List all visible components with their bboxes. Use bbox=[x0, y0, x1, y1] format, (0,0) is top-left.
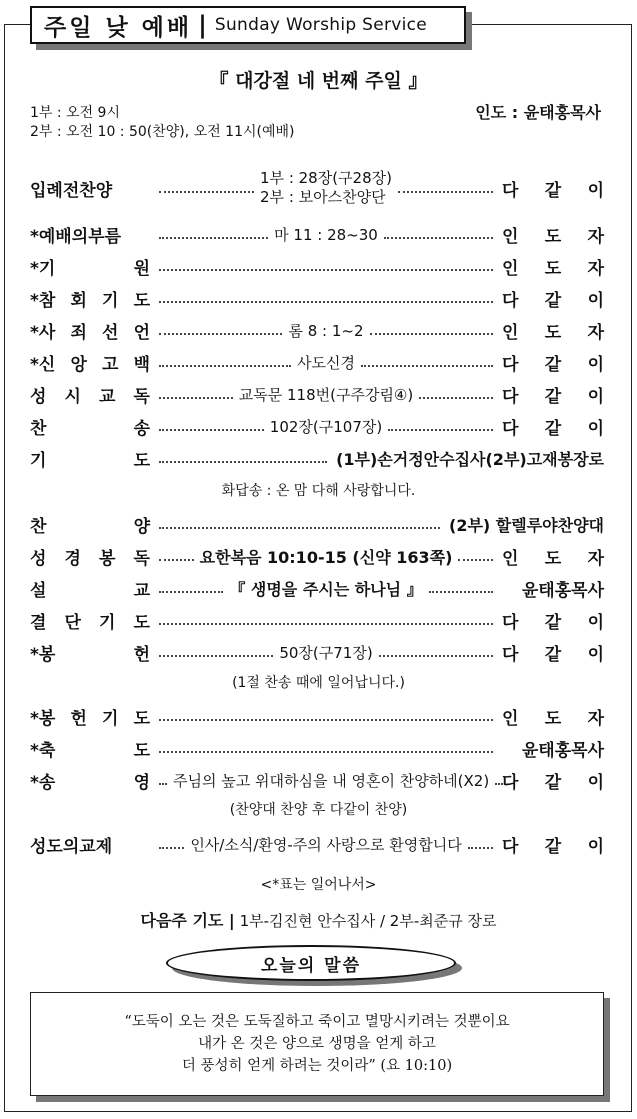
dotted-leader bbox=[398, 191, 493, 193]
order-item-person: 다 같 이 bbox=[502, 180, 604, 201]
order-item-content-line: 요한복음 10:10-15 (신약 163쪽) bbox=[199, 547, 453, 567]
order-item-content-line: 『 생명을 주시는 하나님 』 bbox=[229, 579, 423, 599]
dotted-leader bbox=[159, 191, 254, 193]
order-item-content-line: 50장(구71장) bbox=[279, 643, 373, 662]
order-item bbox=[30, 166, 604, 210]
order-item-name: *송 영 bbox=[30, 772, 150, 793]
header-title-english: Sunday Worship Service bbox=[214, 15, 428, 35]
next-prayer-value: 1부-김진현 안수집사 / 2부-최준규 장로 bbox=[239, 912, 497, 930]
dotted-leader bbox=[159, 751, 493, 753]
next-prayer-label: 다음주 기도 | bbox=[140, 911, 235, 930]
dotted-leader bbox=[159, 333, 282, 335]
order-item-leader-line bbox=[156, 545, 496, 568]
order-item-person: 인 도 자 bbox=[502, 708, 604, 729]
order-item-content bbox=[257, 169, 395, 207]
service-times bbox=[30, 104, 294, 142]
dotted-leader bbox=[468, 847, 493, 849]
verse-line: 더 풍성히 얻게 하려는 것이라” (요 10:10) bbox=[181, 1058, 453, 1074]
order-item bbox=[30, 702, 604, 730]
order-item-content bbox=[276, 642, 375, 663]
verse-line: 내가 온 것은 양으로 생명을 얻게 하고 bbox=[198, 1036, 436, 1052]
order-item-person: 다 같 이 bbox=[502, 612, 604, 633]
header-title-box bbox=[30, 6, 466, 44]
dotted-leader bbox=[159, 719, 493, 721]
order-item-name: 입례전찬양 bbox=[30, 180, 113, 201]
offering-note: (1절 찬송 때에 일어납니다.) bbox=[232, 675, 405, 691]
standing-note: <*표는 일어나서> bbox=[260, 877, 377, 893]
next-week-prayer bbox=[0, 908, 637, 931]
dotted-leader bbox=[159, 783, 167, 785]
order-item-name: 찬 양 bbox=[30, 516, 150, 537]
dotted-leader bbox=[419, 397, 493, 399]
worship-leader: 인도 : 윤태홍목사 bbox=[475, 103, 601, 122]
order-item-content-line: 주님의 높고 위대하심을 내 영혼이 찬양하네(X2) bbox=[173, 771, 490, 790]
header-title-korean: 주일 낮 예배 bbox=[44, 14, 193, 41]
order-item bbox=[30, 734, 604, 762]
dotted-leader bbox=[159, 591, 223, 593]
order-item bbox=[30, 606, 604, 634]
order-item-content bbox=[285, 320, 366, 341]
dotted-leader bbox=[159, 461, 327, 463]
order-item-content-line: 롬 8 : 1~2 bbox=[288, 321, 364, 340]
dotted-leader bbox=[159, 269, 493, 271]
dotted-leader bbox=[159, 655, 273, 657]
order-item bbox=[30, 830, 604, 858]
order-item bbox=[30, 510, 604, 538]
order-item-content-line: 사도신경 bbox=[297, 353, 355, 372]
order-item bbox=[30, 542, 604, 570]
dotted-leader bbox=[159, 365, 291, 367]
header-separator: | bbox=[198, 11, 207, 39]
order-item bbox=[30, 412, 604, 440]
dotted-leader bbox=[495, 783, 503, 785]
dotted-leader bbox=[429, 591, 493, 593]
todays-word-verse bbox=[30, 992, 604, 1096]
order-item-person: (1부)손거정안수집사(2부)고재봉장로 bbox=[336, 449, 604, 469]
order-item-leader-line bbox=[156, 715, 496, 717]
todays-word-title: 오늘의 말씀 bbox=[166, 945, 456, 981]
order-item-leader-line bbox=[156, 747, 496, 749]
order-item-leader-line bbox=[156, 416, 496, 437]
dotted-leader bbox=[159, 623, 493, 625]
order-item-content bbox=[197, 545, 456, 568]
order-item-name: *축 도 bbox=[30, 740, 150, 761]
order-item-leader-line bbox=[156, 265, 496, 267]
dotted-leader bbox=[361, 365, 493, 367]
order-item-name: 기 도 bbox=[30, 450, 150, 471]
order-item bbox=[30, 348, 604, 376]
sermon-heading: 『 대강절 네 번째 주일 』 bbox=[209, 70, 428, 92]
order-item-person: 다 같 이 bbox=[502, 418, 604, 439]
dotted-leader bbox=[159, 237, 268, 239]
order-item bbox=[30, 766, 604, 794]
dotted-leader bbox=[159, 527, 440, 529]
order-item-content bbox=[170, 770, 492, 791]
order-item-name: 성도의교제 bbox=[30, 836, 113, 857]
order-item bbox=[30, 444, 604, 472]
order-item bbox=[30, 574, 604, 602]
order-item-name: *봉 헌 기 도 bbox=[30, 708, 150, 729]
order-item-person: 인 도 자 bbox=[502, 322, 604, 343]
order-item-content-line: 2부 : 보아스찬양단 bbox=[260, 188, 386, 206]
order-item-leader-line bbox=[156, 642, 496, 663]
order-item-content bbox=[271, 224, 381, 245]
order-item-name: *사 죄 선 언 bbox=[30, 322, 150, 343]
order-item-name: 성 경 봉 독 bbox=[30, 548, 150, 569]
dotted-leader bbox=[384, 237, 493, 239]
order-item bbox=[30, 252, 604, 280]
order-item-person: 다 같 이 bbox=[502, 644, 604, 665]
order-item bbox=[30, 380, 604, 408]
order-item-leader-line bbox=[156, 320, 496, 341]
order-item-name: *참 회 기 도 bbox=[30, 290, 150, 311]
response-song-note: 화답송 : 온 맘 다해 사랑합니다. bbox=[221, 483, 416, 499]
order-item-name: *신 앙 고 백 bbox=[30, 354, 150, 375]
order-item-content-line: 1부 : 28장(구28장) bbox=[260, 169, 392, 187]
order-item-person: 윤태홍목사 bbox=[521, 740, 604, 761]
order-item-leader-line bbox=[156, 577, 496, 600]
order-item-person: 다 같 이 bbox=[502, 354, 604, 375]
order-item-person: 인 도 자 bbox=[502, 258, 604, 279]
dotted-leader bbox=[379, 655, 493, 657]
order-item-name: *기 원 bbox=[30, 258, 150, 279]
dotted-leader bbox=[159, 301, 493, 303]
order-item-person: 다 같 이 bbox=[502, 836, 604, 857]
order-item-leader-line bbox=[156, 619, 496, 621]
order-item-content-line: 인사/소식/환영-주의 사랑으로 환영합니다 bbox=[190, 835, 462, 854]
dotted-leader bbox=[388, 429, 493, 431]
order-item-person: 다 같 이 bbox=[502, 290, 604, 311]
order-item-leader-line bbox=[156, 169, 496, 207]
order-item-name: *예배의부름 bbox=[30, 226, 121, 247]
order-item-leader-line bbox=[156, 352, 496, 373]
order-item-content bbox=[226, 577, 425, 600]
order-item-person: 다 같 이 bbox=[502, 386, 604, 407]
order-item bbox=[30, 316, 604, 344]
order-item-leader-line bbox=[156, 224, 496, 245]
order-item-name: 성 시 교 독 bbox=[30, 386, 150, 407]
order-item bbox=[30, 284, 604, 312]
order-item-leader-line bbox=[156, 384, 496, 405]
order-item-name: 설 교 bbox=[30, 580, 150, 601]
doxology-note: (찬양대 찬양 후 다같이 찬양) bbox=[229, 802, 408, 818]
order-item-leader-line bbox=[156, 770, 496, 791]
order-item-person: (2부) 할렐루야찬양대 bbox=[449, 515, 604, 535]
dotted-leader bbox=[159, 429, 264, 431]
order-item bbox=[30, 220, 604, 248]
order-item-name: 결 단 기 도 bbox=[30, 612, 150, 633]
order-item-name: *봉 헌 bbox=[30, 644, 150, 665]
dotted-leader bbox=[159, 847, 184, 849]
order-item-person: 윤태홍목사 bbox=[521, 580, 604, 601]
order-item-name: 찬 송 bbox=[30, 418, 150, 439]
order-item-person: 인 도 자 bbox=[502, 226, 604, 247]
order-item-leader-line bbox=[156, 297, 496, 299]
dotted-leader bbox=[458, 559, 493, 561]
dotted-leader bbox=[159, 397, 233, 399]
verse-line: “도둑이 오는 것은 도둑질하고 죽이고 멸망시키려는 것뿐이요 bbox=[124, 1014, 510, 1030]
dotted-leader bbox=[370, 333, 493, 335]
order-item-content-line: 교독문 118번(구주강림④) bbox=[238, 385, 414, 404]
order-item-person: 인 도 자 bbox=[502, 548, 604, 569]
order-item-leader-line bbox=[156, 834, 496, 855]
order-item-leader-line bbox=[156, 523, 443, 525]
service-time-1: 1부 : 오전 9시 bbox=[30, 105, 120, 121]
order-item-content bbox=[187, 834, 464, 855]
order-item-content-line: 마 11 : 28~30 bbox=[274, 225, 378, 244]
order-item-content bbox=[267, 416, 385, 437]
order-item-content-line: 102장(구107장) bbox=[269, 417, 383, 436]
order-item-content bbox=[236, 384, 416, 405]
order-item-person: 다 같 이 bbox=[502, 772, 604, 793]
order-item-content bbox=[294, 352, 358, 373]
order-item-leader-line bbox=[156, 457, 330, 459]
service-time-2: 2부 : 오전 10 : 50(찬양), 오전 11시(예배) bbox=[30, 124, 295, 140]
order-item bbox=[30, 638, 604, 666]
dotted-leader bbox=[159, 559, 194, 561]
